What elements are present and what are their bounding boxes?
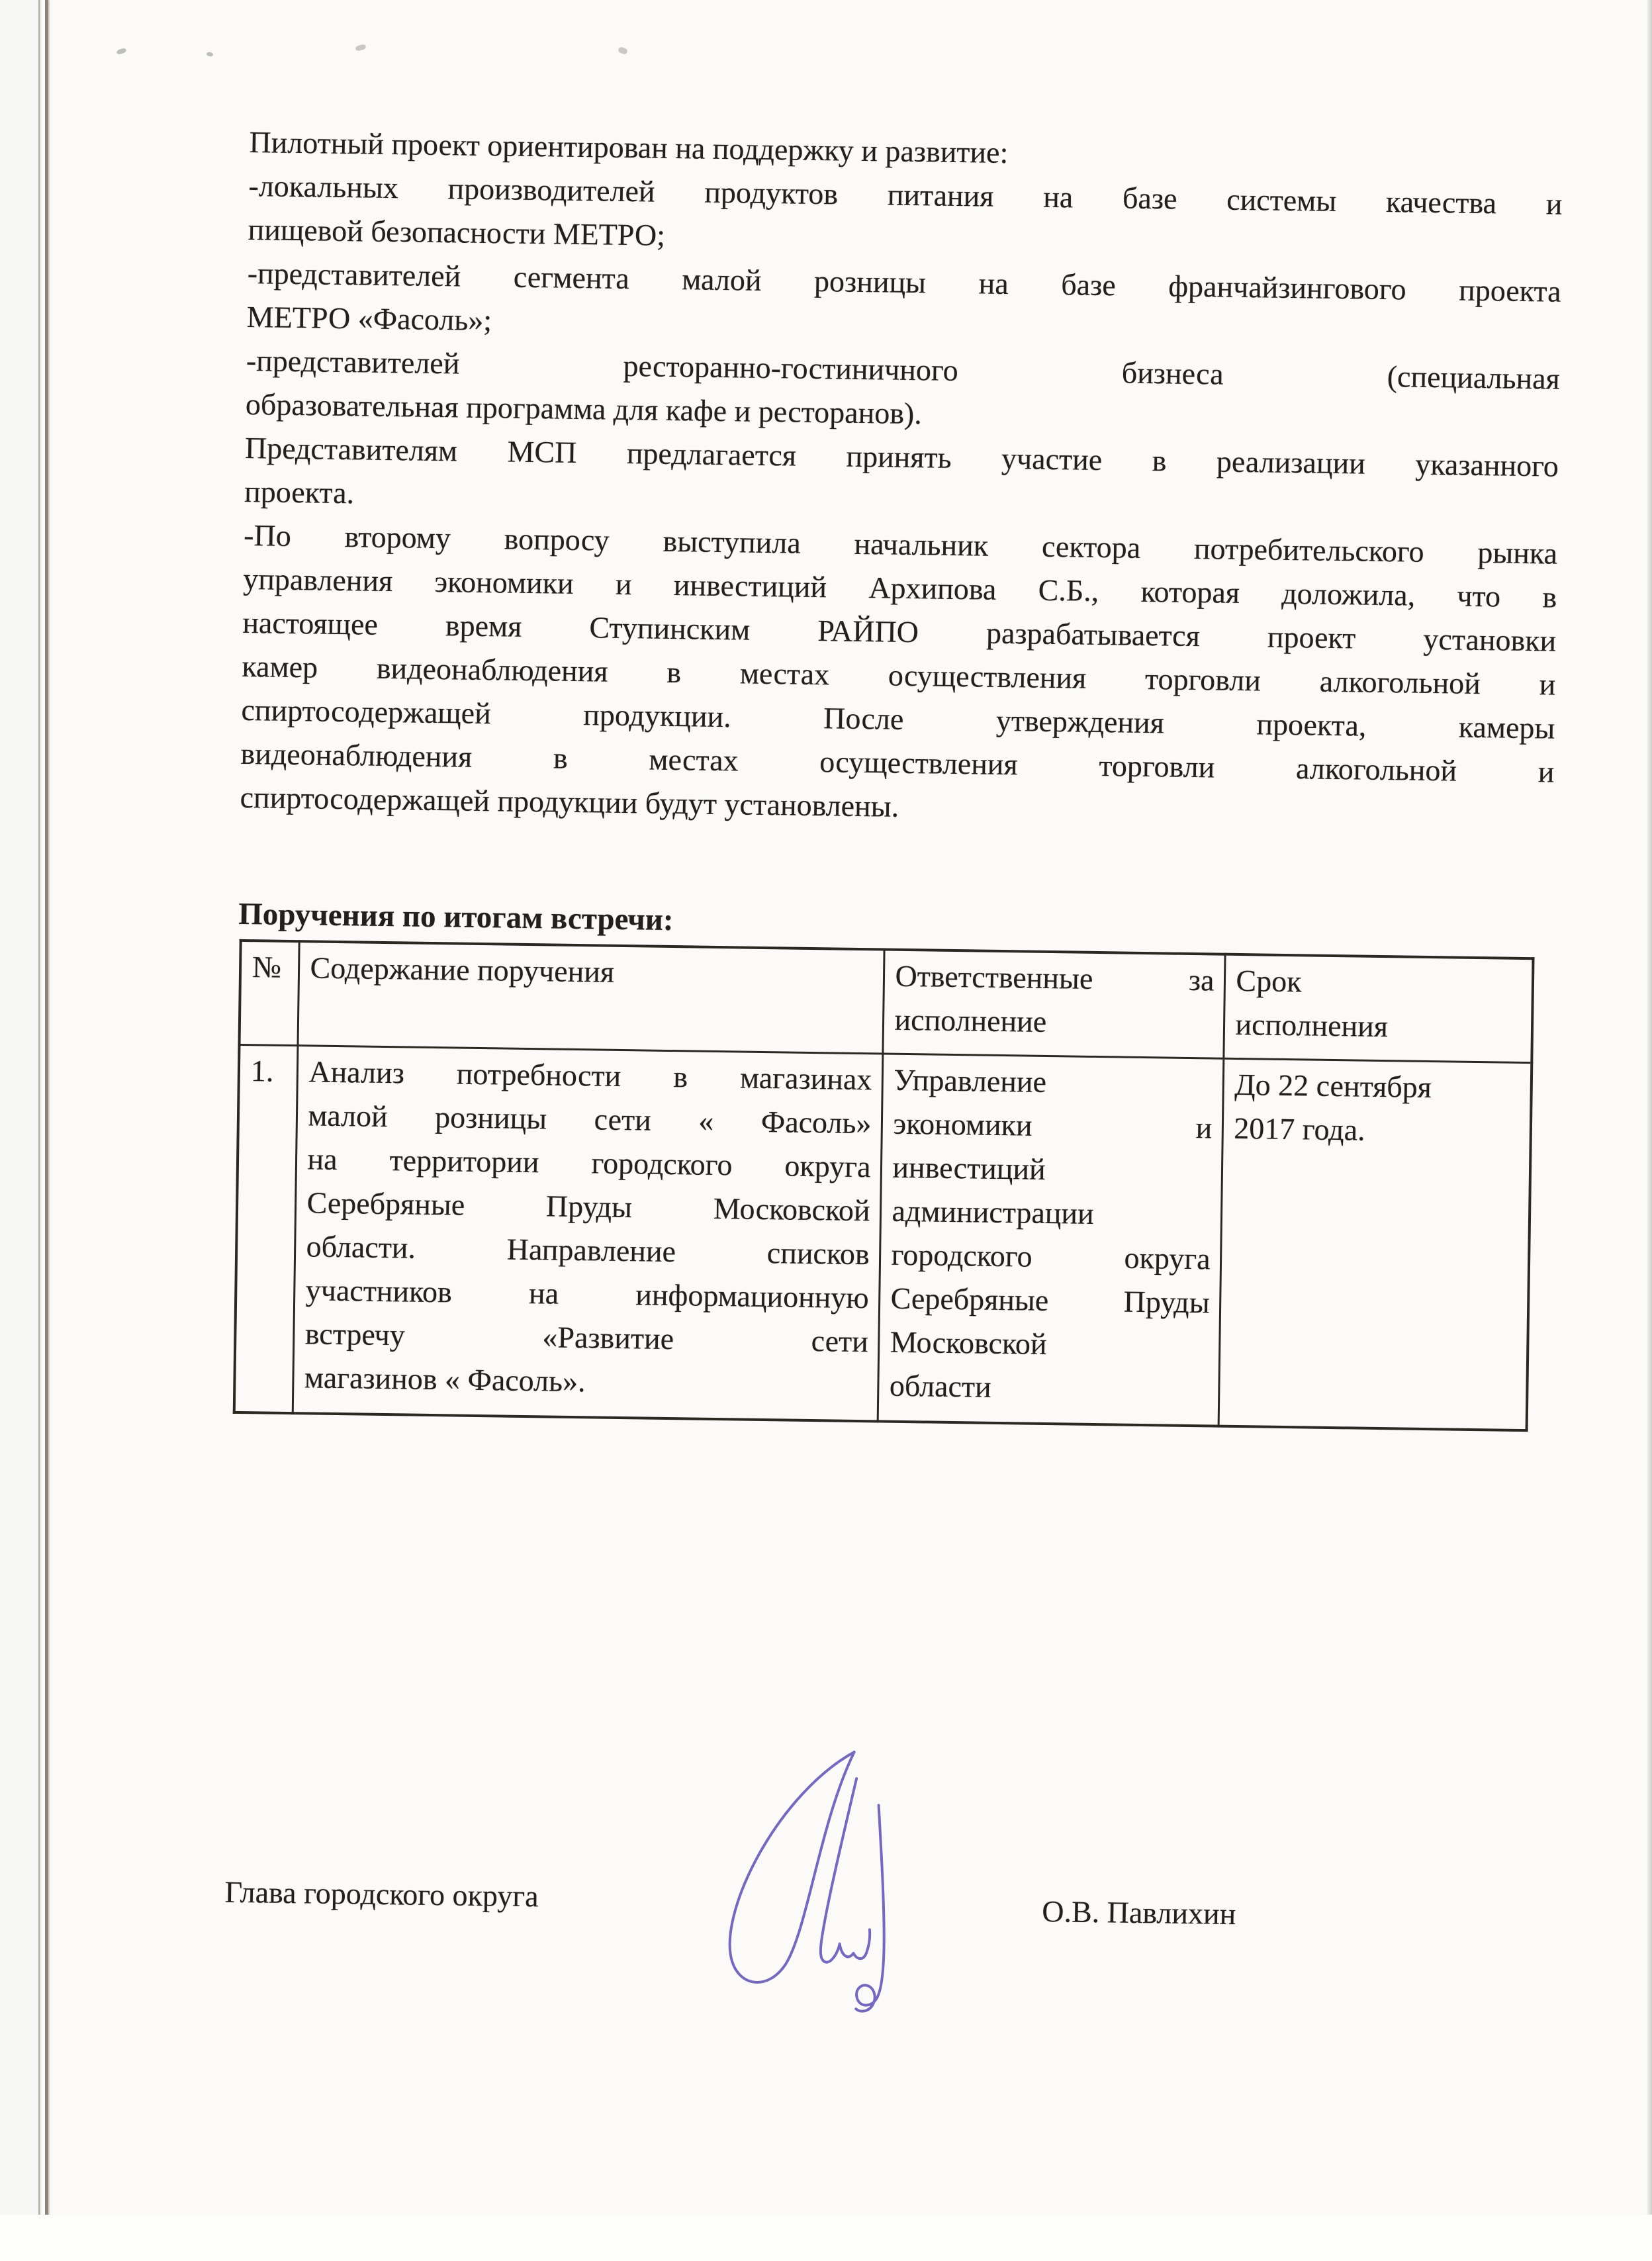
text-line: Пилотный проект ориентирован на поддержку и развитие: [249,124,1009,170]
text-line: настоящее время Ступинским РАЙПО разрабатывается проект установки [242,605,1557,658]
text-line: -представителей сегмента малой розницы на базе франчайзингового проекта [247,255,1561,308]
text-line: проекта. [244,474,355,510]
text-line: администрации [892,1193,1095,1230]
text-line: городского округа [891,1237,1211,1276]
text-line: исполнения [1235,1007,1389,1044]
text-line: -представителей ресторанно-гостиничного бизнеса (специальная [246,343,1561,396]
table-row [234,1044,1532,1430]
scan-speck [116,48,126,55]
cell-row-number: 1. [234,1044,298,1413]
scan-right-shadow [1646,0,1652,2261]
text-line: участников на информационную [305,1273,870,1315]
text-line: на территории городского округа [307,1142,871,1184]
text-line: образовательная программа для кафе и ресторанов). [245,387,923,431]
scan-speck [355,44,367,52]
page-edge-line-inner [45,0,48,2261]
signature-title-label: Глава городского округа [224,1874,539,1914]
text-line: спиртосодержащей продукции будут установлены. [240,780,899,823]
signature-stroke-descender [856,1805,886,2011]
orders-table [233,939,1535,1432]
text-line: встречу «Развитие сети [304,1316,869,1359]
text-line: области [889,1368,992,1404]
text-line: -локальных производителей продуктов питания на базе системы качества и [248,168,1563,221]
scanner-background-strip [0,0,38,2261]
scan-speck [206,52,214,57]
text-line: инвестиций [892,1150,1046,1186]
text-line: пищевой безопасности МЕТРО; [248,212,666,252]
text-line: Управление [894,1062,1047,1099]
table-header-row [240,941,1534,1063]
text-line: области. Направление списков [306,1229,870,1271]
text-line: малой розницы сети « Фасоль» [308,1098,872,1140]
text-line: экономики и [893,1106,1213,1145]
text-line: спиртосодержащей продукции. После утверждения проекта, камеры [241,692,1555,745]
cell-order-content [293,1046,883,1422]
text-line: Представителям МСП предлагается принять участие в реализации указанного [244,430,1559,483]
header-cell-deadline [1223,954,1533,1063]
scan-bottom-strip [0,2215,1652,2261]
header-cell-responsible [882,950,1224,1059]
header-cell-number: № [240,941,299,1046]
header-cell-content: Содержание поручения [297,941,884,1054]
body-text [240,120,1563,838]
signature-person-name: О.В. Павлихин [1041,1894,1236,1931]
text-line: Серебряные Пруды Московской [306,1185,870,1228]
text-line: 2017 года. [1234,1111,1365,1147]
text-line: камер видеонаблюдения в местах осуществления торговли алкогольной и [242,649,1556,702]
text-line: исполнение [894,1002,1047,1038]
signature-stroke-stem [821,1778,872,1962]
text-line: магазинов « Фасоль». [304,1360,586,1399]
signature-block [222,1725,1541,2061]
text-line: видеонаблюдения в местах осуществления торговли алкогольной и [240,736,1555,789]
text-line: До 22 сентября [1234,1067,1432,1105]
cell-deadline [1218,1058,1532,1430]
text-line: МЕТРО «Фасоль»; [246,299,492,338]
scan-speck [618,46,628,55]
text-line: Московской [890,1324,1047,1361]
text-line: Анализ потребности в магазинах [308,1054,872,1097]
text-line: Ответственные за [895,958,1215,997]
orders-heading: Поручения по итогам встречи: [238,896,674,938]
text-line: Срок [1236,963,1302,999]
text-line: Серебряные Пруды [890,1281,1211,1320]
signature-ink [686,1743,912,2018]
text-line: управления экономики и инвестиций Архипова С.Б., которая доложила, что в [242,561,1557,614]
page-edge-line-outer [38,0,40,2261]
cell-responsible [878,1054,1224,1426]
document-content [222,120,1563,2060]
text-line: -По второму вопросу выступила начальник сектора потребительского рынка [243,518,1558,571]
